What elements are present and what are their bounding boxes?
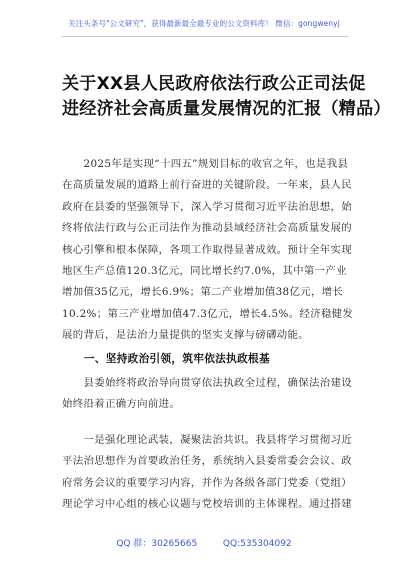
- paragraph-line: 一是强化理论武装，凝聚法治共识。我县将学习贯彻习近: [62, 434, 352, 446]
- paragraph-line: 平法治思想作为首要政治任务，系统纳入县委常委会会议、政: [62, 455, 352, 468]
- paragraph-line: 在高质量发展的道路上前行奋进的关键阶段。一年来，县人民: [62, 179, 352, 192]
- qq-group-number: QQ 群：30265665: [116, 539, 198, 549]
- qq-number: QQ:535304092: [222, 539, 292, 549]
- footer-contact: [0, 536, 408, 549]
- paragraph-line: 县委始终将政治导向贯穿依法执政全过程，确保法治建设: [62, 377, 352, 389]
- header-note: 关注头条号"公文研究"，获得最新最全最专业的公文资料库！ 微信：gongwenyj: [68, 19, 340, 28]
- paragraph-line: 10.2%；第三产业增加值47.3亿元，增长4.5%。经济稳健发: [62, 307, 354, 320]
- paragraph-point-one: [62, 430, 354, 516]
- paragraph-line: 理论学习中心组的核心议题与党校培训的主体课程。通过搭建: [62, 498, 352, 511]
- header-divider: [62, 36, 348, 37]
- document-title-line: 进经济社会高质量发展情况的汇报（精品）: [62, 99, 391, 119]
- paragraph-line: 政府在县委的坚强领导下，深入学习贯彻习近平法治思想，始: [62, 200, 352, 213]
- paragraph-line: 核心引擎和根本保障，各项工作取得显著成效。预计全年实现: [62, 243, 352, 256]
- paragraph-line: 始终沿着正确方向前进。: [62, 398, 181, 411]
- paragraph-line: 府常务会议的重要学习内容，并作为各级各部门党委（党组）: [62, 476, 352, 489]
- paragraph-intro: [62, 154, 354, 347]
- document-title-line: 关于XX县人民政府依法行政公正司法促: [62, 74, 366, 94]
- section-heading: 一、坚持政治引领，筑牢依法执政根基: [62, 353, 270, 365]
- paragraph-line: 2025年是实现“十四五”规划目标的收官之年，也是我县: [62, 158, 349, 170]
- paragraph-line: 展的背后，是法治力量提供的坚实支撑与磅礴动能。: [62, 329, 310, 342]
- document-title: [62, 72, 391, 122]
- paragraph-section-intro: [62, 373, 354, 416]
- paragraph-line: 终将依法行政与公正司法作为推动县域经济社会高质量发展的: [62, 222, 352, 235]
- paragraph-line: 增加值35亿元，增长6.9%；第二产业增加值38亿元，增长: [62, 286, 344, 299]
- paragraph-line: 地区生产总值120.3亿元，同比增长约7.0%，其中第一产业: [62, 265, 347, 278]
